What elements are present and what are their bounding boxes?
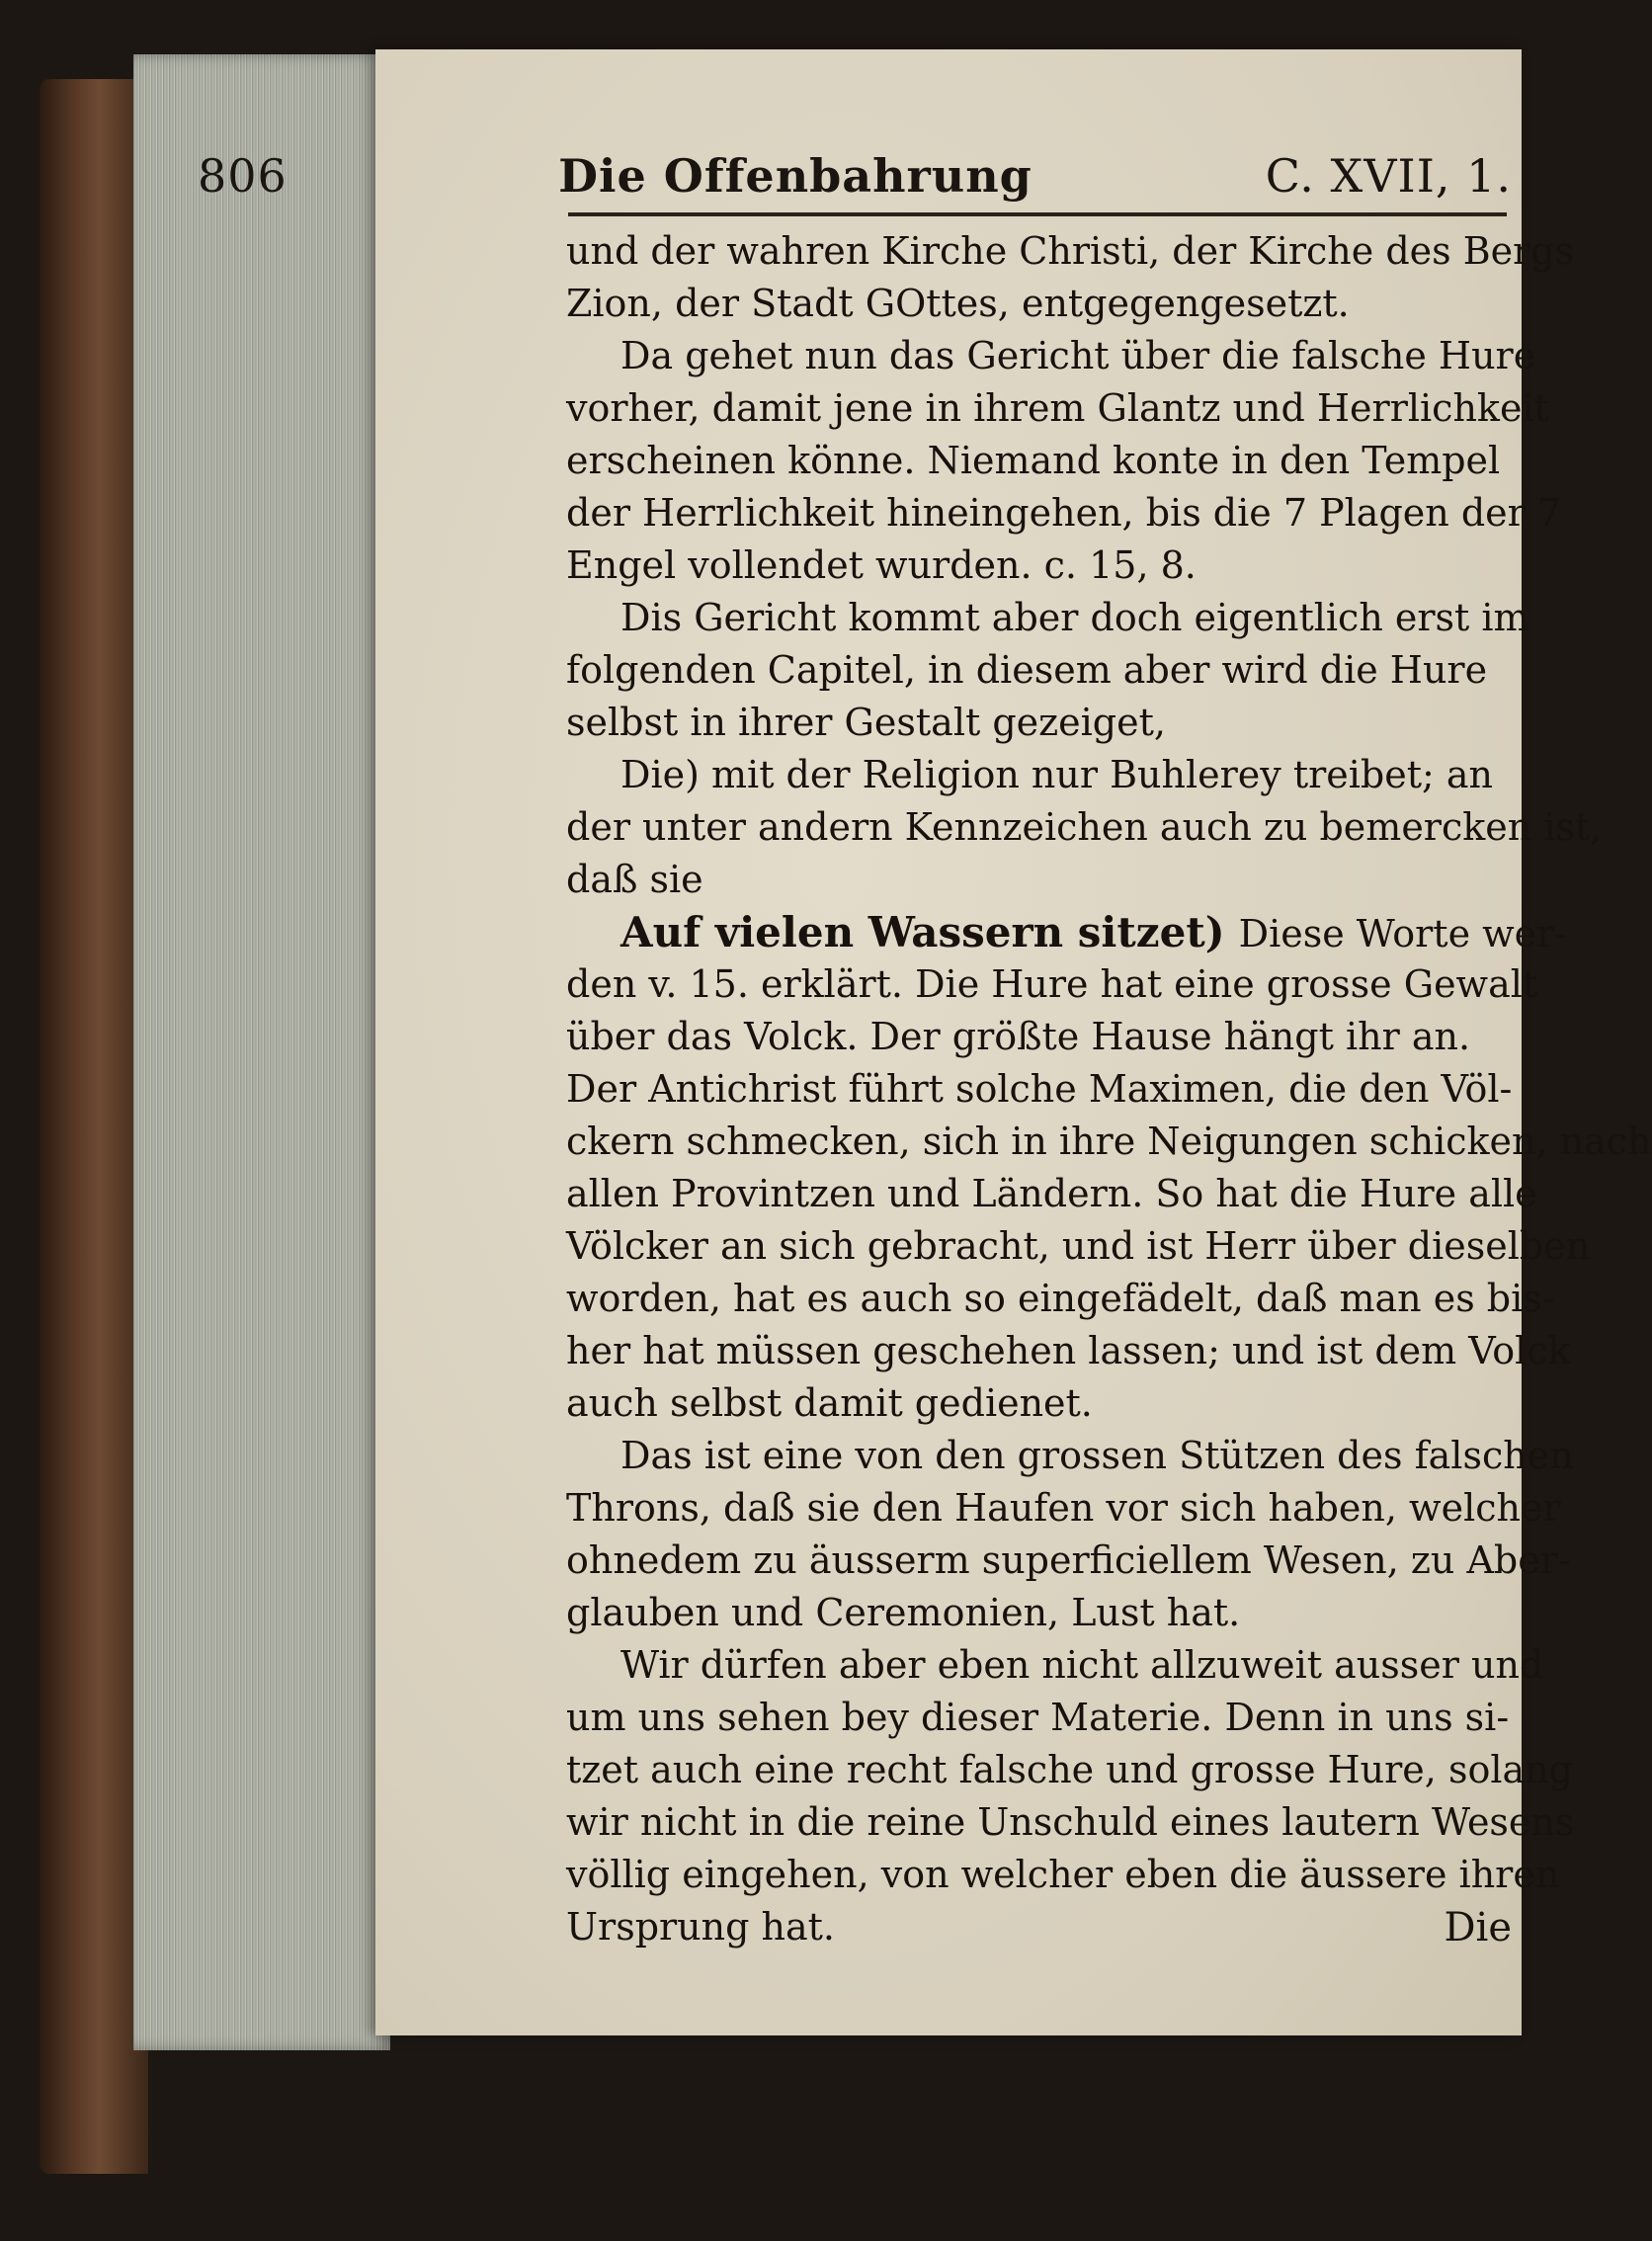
line-text: völlig eingehen, von welcher eben die äussere ihren [566, 1853, 1560, 1896]
line-text: Da gehet nun das Gericht über die falsche Hure [620, 334, 1536, 377]
text-line [566, 1482, 1561, 1535]
text-line [566, 801, 1603, 854]
text-line [566, 1587, 1505, 1639]
text-line [566, 1639, 1544, 1692]
paragraph [566, 1430, 1574, 1639]
line-text: Diese Worte wer- [1238, 912, 1568, 955]
text-line [566, 487, 1562, 540]
paragraph [566, 1639, 1575, 1953]
line-text: auch selbst damit gedienet. [566, 1381, 1093, 1425]
text-line [566, 1744, 1573, 1796]
line-text: Die) mit der Religion nur Buhlerey treibet; an [620, 753, 1493, 796]
line-text: Der Antichrist führt solche Maximen, die den Völ- [566, 1067, 1513, 1111]
line-text: allen Provintzen und Ländern. So hat die Hure alle [566, 1172, 1537, 1215]
line-text: um uns sehen bey dieser Materie. Denn in uns si- [566, 1696, 1510, 1739]
chapter-reference: C. XVII, 1. [1265, 149, 1512, 203]
page-number: 806 [198, 149, 288, 203]
text-line [566, 540, 1505, 592]
text-line [566, 1325, 1571, 1377]
text-line [566, 1011, 1505, 1063]
line-text: und der wahren Kirche Christi, der Kirche des Bergs [566, 229, 1575, 273]
text-line [566, 854, 1505, 906]
line-text: Ursprung hat. [566, 1905, 836, 1949]
line-text: erscheinen könne. Niemand konte in den Tempel [566, 439, 1501, 482]
text-line [566, 1796, 1575, 1849]
text-line [566, 1430, 1574, 1482]
page-edges [133, 54, 390, 2050]
text-line [566, 225, 1575, 278]
text-line [566, 435, 1505, 487]
text-line [566, 1692, 1510, 1744]
text-line [566, 1168, 1537, 1220]
running-head [198, 94, 1512, 203]
line-text: her hat müssen geschehen lassen; und ist dem Volck [566, 1329, 1571, 1372]
line-text: Völcker an sich gebracht, und ist Herr über dieselben [566, 1224, 1591, 1268]
text-line [566, 1220, 1591, 1273]
text-line [566, 1273, 1555, 1325]
catchword: Die [1444, 1905, 1512, 1950]
line-text: glauben und Ceremonien, Lust hat. [566, 1591, 1241, 1634]
line-text: tzet auch eine recht falsche und grosse Hure, solang [566, 1748, 1573, 1791]
emphasized-lemma: Auf vielen Wassern sitzet) [620, 908, 1225, 956]
line-text: der unter andern Kennzeichen auch zu bemercken ist, [566, 805, 1603, 849]
paragraph [566, 592, 1529, 749]
line-text: den v. 15. erklärt. Die Hure hat eine grosse Gewalt [566, 962, 1538, 1006]
text-line [566, 958, 1538, 1011]
book-spine [40, 79, 148, 2174]
line-text: Zion, der Stadt GOttes, entgegengesetzt. [566, 282, 1350, 325]
line-text: Engel vollendet wurden. c. 15, 8. [566, 543, 1197, 587]
text-line [566, 330, 1536, 382]
line-text: Throns, daß sie den Haufen vor sich haben, welcher [566, 1486, 1561, 1530]
running-title: Die Offenbahrung [558, 149, 1032, 203]
line-text: Das ist eine von den grossen Stützen des falschen [620, 1434, 1574, 1477]
paragraph [566, 330, 1562, 592]
line-text: worden, hat es auch so eingefädelt, daß man es bis- [566, 1277, 1555, 1320]
text-line [566, 1535, 1571, 1587]
paragraph [566, 225, 1575, 330]
text-line [566, 1377, 1505, 1430]
text-line [566, 697, 1505, 749]
text-line [566, 906, 1568, 958]
header-rule [568, 212, 1507, 216]
line-text: vorher, damit jene in ihrem Glantz und Herrlichkeit [566, 386, 1549, 430]
body-text [566, 219, 1652, 1953]
text-line [566, 749, 1505, 801]
text-line [566, 382, 1549, 435]
text-line [566, 592, 1529, 644]
text-line [566, 644, 1505, 697]
line-text: der Herrlichkeit hineingehen, bis die 7 Plagen der 7 [566, 491, 1562, 535]
line-text: daß sie [566, 858, 703, 901]
text-line [566, 1063, 1513, 1116]
line-text: über das Volck. Der größte Hause hängt ihr an. [566, 1015, 1471, 1058]
text-line [566, 278, 1505, 330]
line-text: wir nicht in die reine Unschuld eines lautern Wesens [566, 1800, 1575, 1844]
text-line [566, 1849, 1560, 1901]
line-text: selbst in ihrer Gestalt gezeiget, [566, 701, 1166, 744]
line-text: Dis Gericht kommt aber doch eigentlich erst im [620, 596, 1529, 639]
text-line [566, 1901, 1505, 1953]
line-text: ohnedem zu äusserm superficiellem Wesen, zu Aber- [566, 1538, 1571, 1582]
line-text: folgenden Capitel, in diesem aber wird die Hure [566, 648, 1488, 692]
paragraph [566, 906, 1652, 1430]
line-text: ckern schmecken, sich in ihre Neigungen schicken, nach [566, 1120, 1652, 1163]
text-line [566, 1116, 1652, 1168]
paragraph [566, 749, 1603, 906]
line-text: Wir dürfen aber eben nicht allzuweit ausser und [620, 1643, 1544, 1687]
